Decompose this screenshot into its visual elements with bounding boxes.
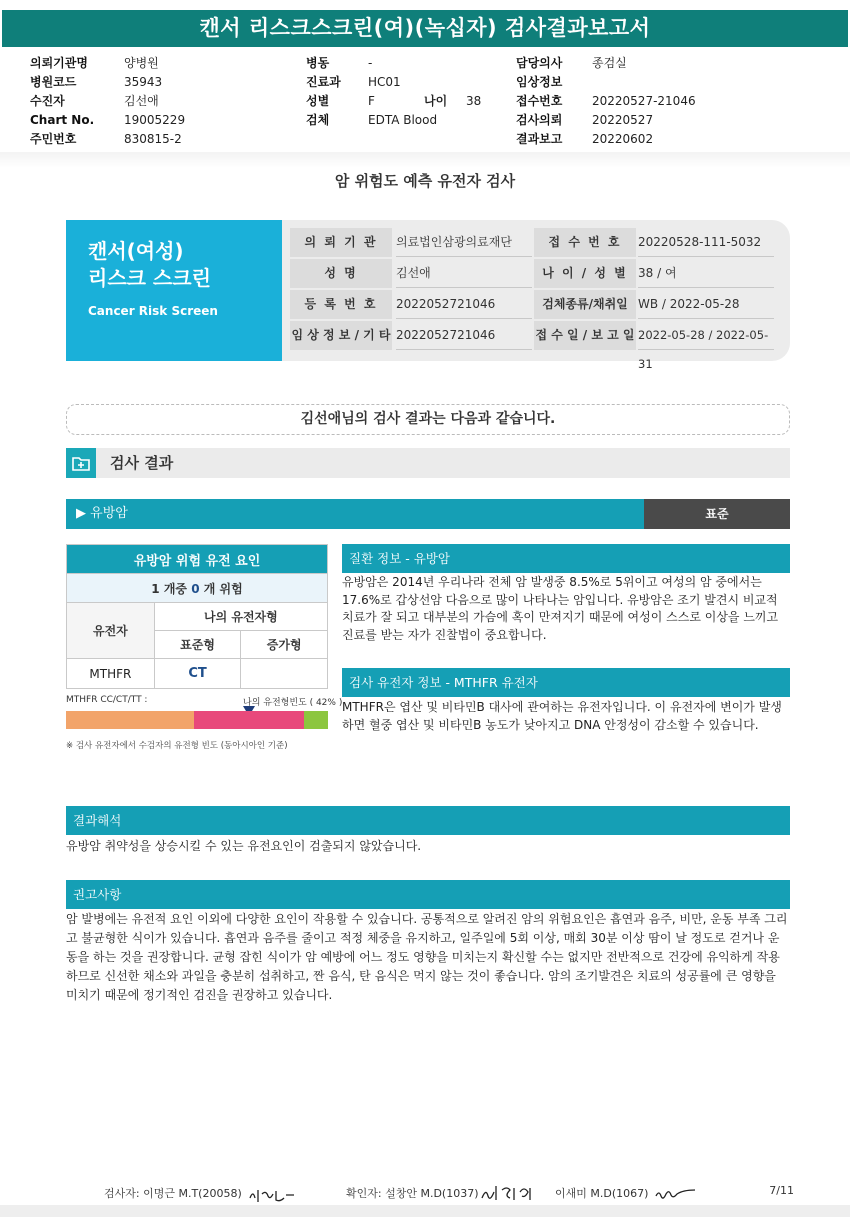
frequency-right-label: 나의 유전형빈도 ( 42% ) (243, 698, 343, 708)
label-hospital-code: 병원코드 (30, 75, 77, 89)
risk-count-number: 0 (191, 581, 200, 596)
card-value: 의료법인삼광의료재단 (396, 228, 532, 257)
card-label: 성 명 (290, 259, 392, 288)
recommendation-text: 암 발병에는 유전적 요인 이외에 다양한 요인이 작용할 수 있습니다. 공통적으로 알려진 암의 위험요인은 흡연과 음주, 비만, 운동 부족 그리고 불균형한 식이가 있습니다. 흡연과 음주를 줄이고 적정 체중을 유지하고, 일주일에 5회 이상, 매회 30분 이상 땀이 날 정도로 걷거나 운동을 하는 것을 권장합니다. 균형 잡힌 식이가 암 예방에 어느 정도 영향을 미치는지 확신할 수는 없지만 전반적으로 건강에 유익하게 작용하므로 신선한 채소와 과일을 충분히 섭취하고, 짠 음식, 탄 음식은 먹지 않는 것이 좋습니다. 암의 조기발견은 치료의 성공률에 큰 영향을 미치기 때문에 정기적인 검진을 권장하고 있습니다. (66, 912, 788, 1002)
value-receipt-no: 20220527-21046 (592, 94, 696, 108)
label-specimen: 검체 (306, 113, 330, 127)
value-hospital-code: 35943 (124, 75, 163, 89)
result-title: 검사 결과 (110, 454, 174, 472)
bottom-strip (0, 1205, 850, 1217)
card-banner (66, 220, 282, 361)
disease-info-title: 질환 정보 - 유방암 (342, 544, 790, 573)
card-label: 등 록 번 호 (290, 290, 392, 319)
card-value: 2022052721046 (396, 321, 532, 350)
frequency-note: ※ 검사 유전자에서 수검자의 유전형 빈도 (동아시아인 기준) (66, 741, 288, 751)
card-value: 2022052721046 (396, 290, 532, 319)
gene-info-title: 검사 유전자 정보 - MTHFR 유전자 (342, 668, 790, 697)
confirmer2-info: 이새미 M.D(1067) (555, 1187, 649, 1200)
grade-badge: 표준 (644, 499, 790, 529)
frequency-segment-cc (66, 711, 194, 729)
card-title-en: Cancer Risk Screen (88, 304, 218, 318)
label-request-date: 검사의뢰 (516, 113, 563, 127)
value-patient: 김선애 (124, 94, 159, 108)
interpretation-text: 유방암 취약성을 상승시킬 수 있는 유전요인이 검출되지 않았습니다. (66, 839, 422, 853)
result-notice: 김선애님의 검사 결과는 다음과 같습니다. (66, 404, 790, 435)
value-report-date: 20220602 (592, 132, 654, 146)
frequency-left-label: MTHFR CC/CT/TT : (66, 695, 148, 705)
value-requester: 양병원 (124, 56, 159, 70)
standard-genotype-value: CT (154, 659, 241, 689)
examiner-signature (248, 1186, 296, 1204)
frequency-segment-ct (194, 711, 304, 729)
risk-count-prefix: 1 개중 (151, 581, 192, 596)
value-chart-no: 19005229 (124, 113, 186, 127)
card-label: 접 수 일 / 보 고 일 (534, 321, 636, 350)
label-requester: 의뢰기관명 (30, 56, 88, 70)
recommendation-title: 권고사항 (66, 880, 790, 909)
result-header (66, 448, 790, 478)
value-doctor: 종검실 (592, 56, 627, 70)
frequency-segment-tt (304, 711, 328, 729)
page-number: 7/11 (769, 1184, 794, 1197)
card-title-line1: 캔서(여성) (88, 239, 184, 263)
header-divider (0, 152, 850, 168)
gene-info-text: MTHFR은 엽산 및 비타민B 대사에 관여하는 유전자입니다. 이 유전자에 변이가 발생하면 혈중 엽산 및 비타민B 농도가 낮아지고 DNA 안정성이 감소할 수 있습니다. (342, 700, 782, 732)
card-value: WB / 2022-05-28 (638, 290, 774, 319)
label-receipt-no: 접수번호 (516, 94, 563, 108)
section-name: ▶ 유방암 (76, 506, 128, 521)
increase-type-label: 증가형 (241, 631, 328, 659)
label-clinical-info: 임상정보 (516, 75, 563, 89)
gene-name: MTHFR (67, 659, 155, 689)
examiner-info: 검사자: 이명근 M.T(20058) (104, 1187, 242, 1200)
my-genotype-label: 나의 유전자형 (154, 603, 327, 631)
confirmer-info: 확인자: 설창안 M.D(1037) (346, 1187, 479, 1200)
label-age: 나이 (424, 94, 448, 108)
patient-info-card (66, 220, 790, 371)
value-department: HC01 (368, 75, 401, 89)
card-label: 의 뢰 기 관 (290, 228, 392, 257)
card-value: 김선애 (396, 259, 532, 288)
card-label: 임 상 정 보 / 기 타 (290, 321, 392, 350)
gene-table-head: 유방암 위험 유전 요인 (67, 545, 328, 574)
risk-count-suffix: 개 위험 (199, 581, 243, 596)
report-title: 캔서 리스크스크린(여)(녹십자) 검사결과보고서 (2, 10, 848, 47)
card-value: 2022-05-28 / 2022-05-31 (638, 321, 774, 350)
folder-plus-icon (66, 448, 96, 478)
genotype-frequency-bar (66, 711, 328, 729)
gene-risk-table (66, 544, 328, 689)
label-chart-no: Chart No. (30, 113, 95, 127)
value-request-date: 20220527 (592, 113, 654, 127)
card-value: 20220528-111-5032 (638, 228, 774, 257)
value-sex: F (368, 94, 375, 108)
header-col-3 (516, 54, 696, 149)
card-label: 나 이 / 성 별 (534, 259, 636, 288)
value-resident-no: 830815-2 (124, 132, 182, 146)
label-ward: 병동 (306, 56, 330, 70)
value-age: 38 (466, 94, 482, 108)
card-label: 검체종류/채취일 (534, 290, 636, 319)
header-col-1 (30, 54, 185, 149)
risk-count (67, 574, 328, 603)
disease-info-text: 유방암은 2014년 우리나라 전체 암 발생중 8.5%로 5위이고 여성의 암 중에서는 17.6%로 갑상선암 다음으로 많이 나타나는 암입니다. 유방암은 조기 발견시 비교적 치료가 잘 되고 대부분의 가슴에 혹이 만져지기 때문에 여성이 스스로 이상을 느끼고 진료를 받는 자가 진찰법이 중요합니다. (342, 575, 779, 642)
confirmer-signature (480, 1182, 536, 1204)
interpretation-title: 결과해석 (66, 806, 790, 835)
label-report-date: 결과보고 (516, 132, 563, 146)
label-resident-no: 주민번호 (30, 132, 77, 146)
page-subtitle: 암 위험도 예측 유전자 검사 (334, 172, 516, 190)
label-sex: 성별 (306, 94, 330, 108)
gene-column-label: 유전자 (67, 603, 155, 659)
label-doctor: 담당의사 (516, 56, 563, 70)
value-ward: - (368, 56, 373, 70)
label-department: 진료과 (306, 75, 341, 89)
confirmer2-signature (654, 1186, 698, 1202)
label-patient: 수진자 (30, 94, 65, 108)
card-label: 접 수 번 호 (534, 228, 636, 257)
card-title-line2: 리스크 스크린 (88, 266, 211, 290)
header-col-2 (306, 54, 522, 130)
increase-genotype-value (241, 659, 328, 689)
section-bar-breast-cancer (66, 499, 790, 529)
signature-footer (0, 1184, 850, 1204)
value-specimen: EDTA Blood (368, 113, 438, 127)
card-value: 38 / 여 (638, 259, 774, 288)
standard-type-label: 표준형 (154, 631, 241, 659)
